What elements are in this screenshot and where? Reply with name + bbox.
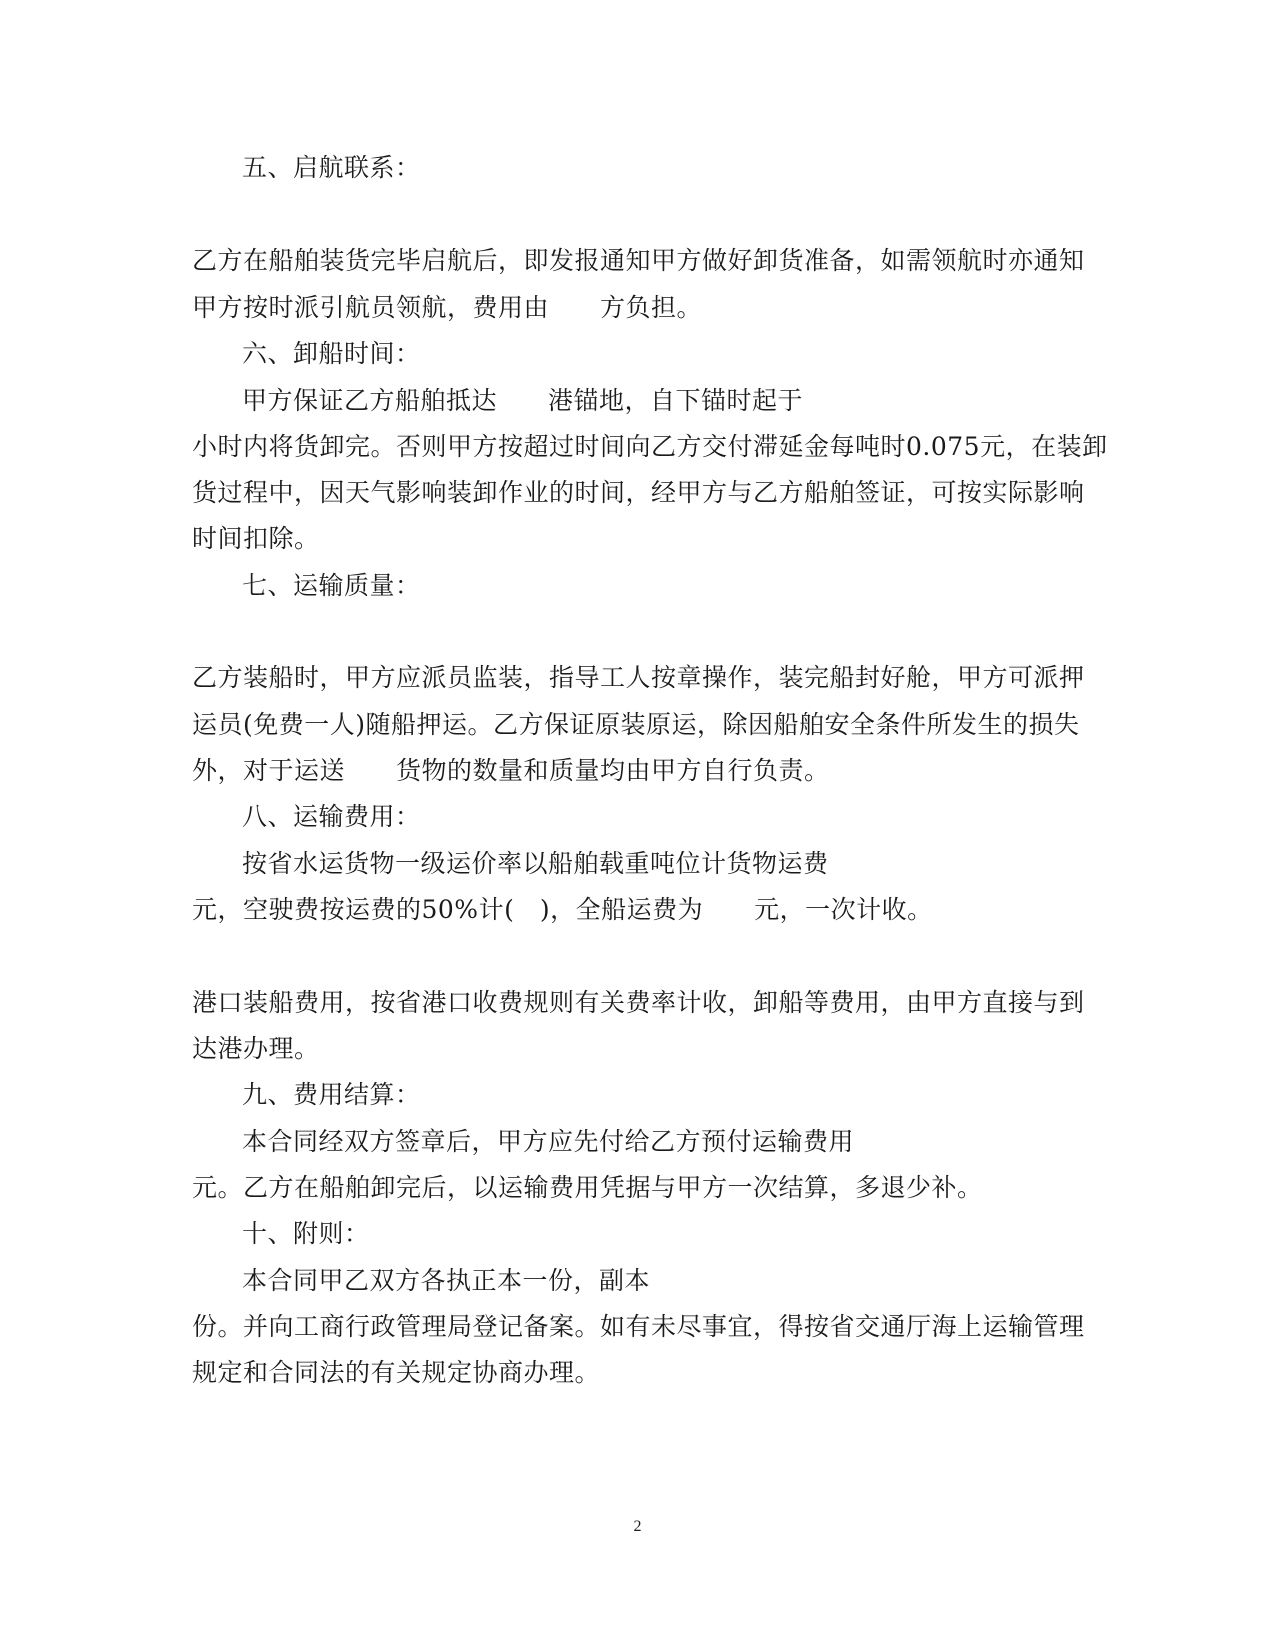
paragraph-line: 小时内将货卸完。否则甲方按超过时间向乙方交付滞延金每吨时0.075元，在装卸 bbox=[192, 432, 1108, 461]
paragraph-line: 货过程中，因天气影响装卸作业的时间，经甲方与乙方船舶签证，可按实际影响 bbox=[192, 478, 1085, 507]
paragraph-line: 规定和合同法的有关规定协商办理。 bbox=[192, 1358, 601, 1387]
paragraph-line: 甲方按时派引航员领航，费用由 方负担。 bbox=[192, 293, 703, 322]
paragraph-line: 本合同甲乙双方各执正本一份，副本 bbox=[242, 1266, 651, 1295]
paragraph-line: 份。并向工商行政管理局登记备案。如有未尽事宜，得按省交通厅海上运输管理 bbox=[192, 1312, 1085, 1341]
paragraph-line: 元，空驶费按运费的50%计( )，全船运费为 元，一次计收。 bbox=[192, 895, 933, 924]
paragraph-line: 运员(免费一人)随船押运。乙方保证原装原运，除因船舶安全条件所发生的损失 bbox=[192, 710, 1080, 739]
section-heading-10: 十、附则： bbox=[242, 1219, 370, 1248]
paragraph-line: 达港办理。 bbox=[192, 1034, 320, 1063]
page-number: 2 bbox=[633, 1518, 642, 1535]
paragraph-line: 甲方保证乙方船舶抵达 港锚地，自下锚时起于 bbox=[242, 386, 804, 415]
paragraph-line: 元。乙方在船舶卸完后，以运输费用凭据与甲方一次结算，多退少补。 bbox=[192, 1173, 983, 1202]
section-heading-6: 六、卸船时间： bbox=[242, 339, 421, 368]
paragraph-line: 按省水运货物一级运价率以船舶载重吨位计货物运费 bbox=[242, 849, 829, 878]
section-heading-9: 九、费用结算： bbox=[242, 1080, 421, 1109]
paragraph-line: 本合同经双方签章后，甲方应先付给乙方预付运输费用 bbox=[242, 1127, 855, 1156]
paragraph-line: 外，对于运送 货物的数量和质量均由甲方自行负责。 bbox=[192, 756, 830, 785]
section-heading-7: 七、运输质量： bbox=[242, 571, 421, 600]
paragraph-line: 乙方在船舶装货完毕启航后，即发报通知甲方做好卸货准备，如需领航时亦通知 bbox=[192, 246, 1085, 275]
paragraph-line: 时间扣除。 bbox=[192, 524, 320, 553]
paragraph-line: 乙方装船时，甲方应派员监装，指导工人按章操作，装完船封好舱，甲方可派押 bbox=[192, 663, 1085, 692]
section-heading-5: 五、启航联系： bbox=[242, 153, 421, 182]
section-heading-8: 八、运输费用： bbox=[242, 802, 421, 831]
paragraph-line: 港口装船费用，按省港口收费规则有关费率计收，卸船等费用，由甲方直接与到 bbox=[192, 988, 1085, 1017]
